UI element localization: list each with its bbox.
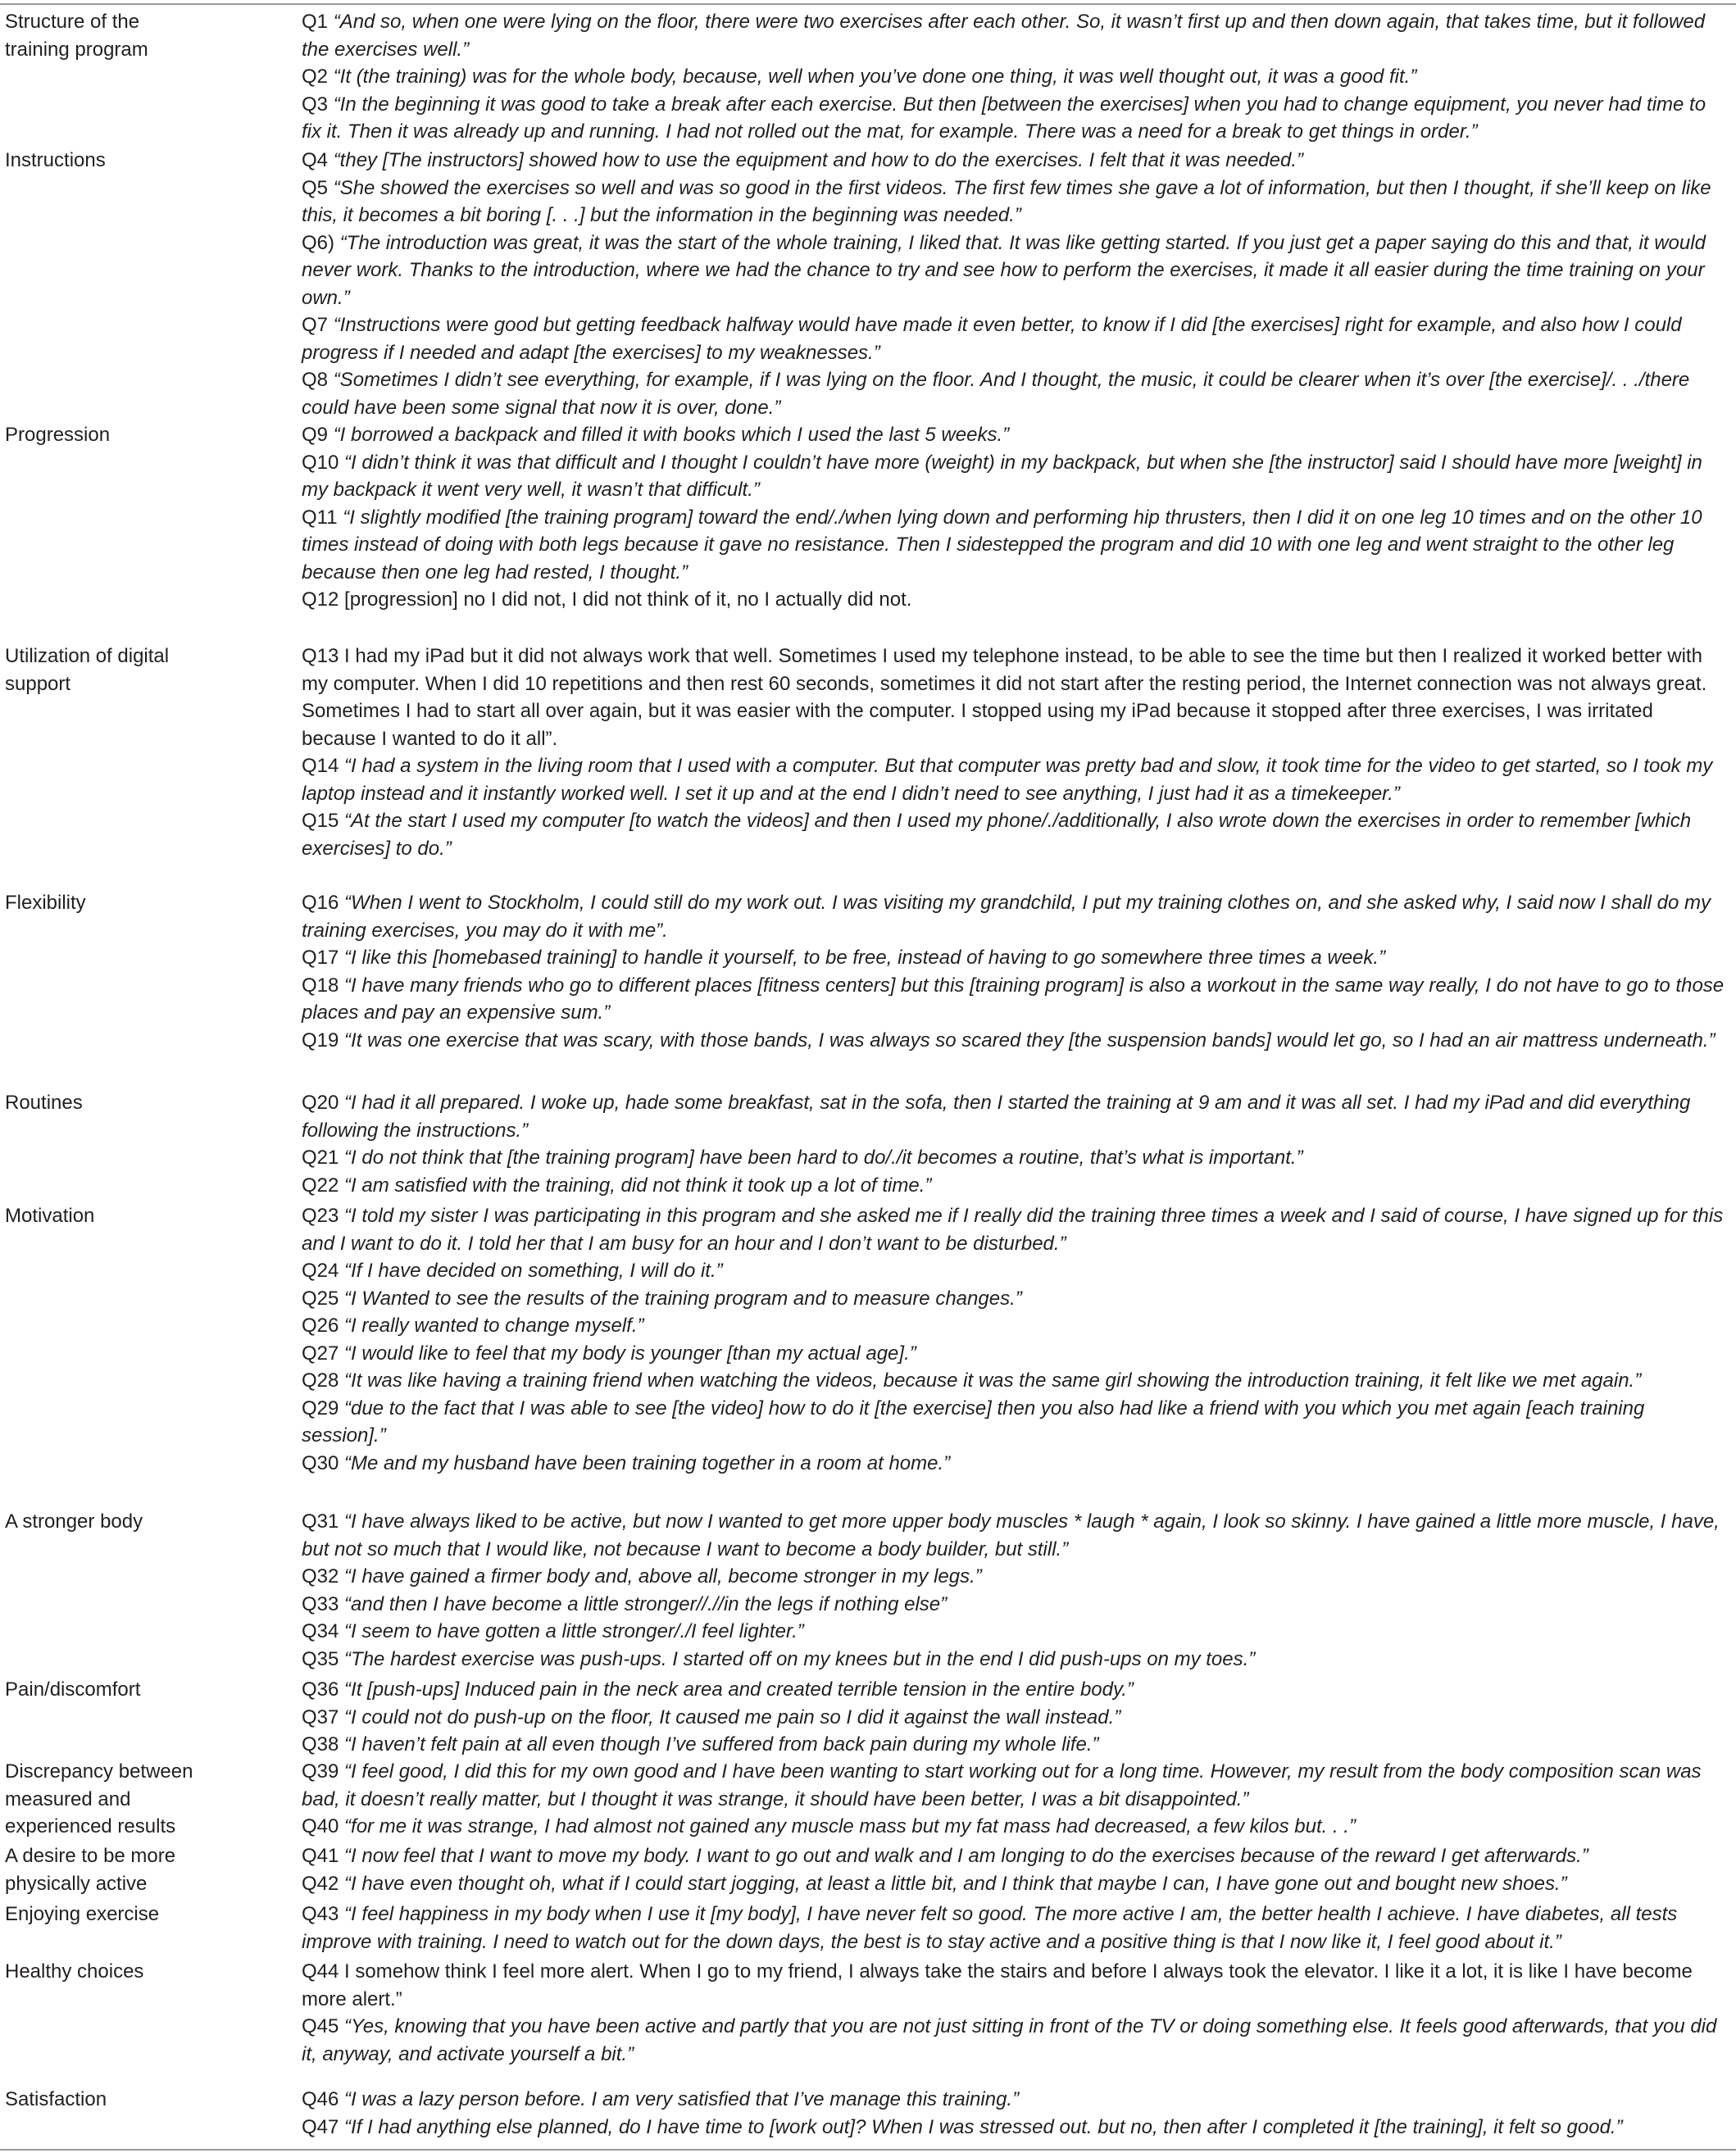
- quote-id: Q32: [302, 1565, 339, 1587]
- quote-id: Q9: [302, 424, 329, 446]
- quote-list: [302, 1958, 1728, 2068]
- quote-text: “I seem to have gotten a little stronger/./I feel lighter.”: [344, 1620, 804, 1642]
- quote-text: “The introduction was great, it was the start of the whole training, I liked that. It was like getting started. If you just get a paper saying do this and that, it would never work. Thanks to the introduction, where we had the chance to try and see how to perform the exercises, it made it all easier during the time training on your own.”: [302, 231, 1706, 309]
- quote-text: “In the beginning it was good to take a break after each exercise. But then [between the exercises] when you had to change equipment, you never had time to fix it. Then it was already up and running. I had not rolled out the mat, for example. There was a need for a break to get things in order.”: [302, 93, 1706, 143]
- quote-list: [302, 1758, 1728, 1841]
- quote-text: “It was like having a training friend when watching the videos, because it was the same girl showing the introduction training, it felt like we met again.”: [344, 1369, 1642, 1392]
- quote-text: “Sometimes I didn’t see everything, for example, if I was lying on the floor. And I thought, the music, it could be clearer when it’s over [the exercise]/. . ./there could have been some signal that now it is over, done.”: [302, 369, 1690, 419]
- quote-id: Q46: [302, 2088, 339, 2110]
- quote: [302, 1172, 1728, 1200]
- quote: [302, 1813, 1728, 1841]
- theme-label: Enjoying exercise: [5, 1903, 160, 1925]
- theme-label: Satisfaction: [5, 2088, 107, 2110]
- theme-label: A stronger body: [5, 1510, 143, 1533]
- quote: [302, 1676, 1728, 1704]
- quote: [302, 752, 1728, 807]
- quote-list: [302, 1842, 1728, 1897]
- quote-text: “Me and my husband have been training together in a room at home.”: [344, 1451, 951, 1474]
- quote-text: “for me it was strange, I had almost not gained any muscle mass but my fat mass had decreased, a few kilos but. . .”: [344, 1815, 1356, 1837]
- quote: [302, 91, 1728, 146]
- quote-text: “It (the training) was for the whole body, because, well when you’ve done one thing, it was well thought out, it was a good fit.”: [333, 66, 1417, 88]
- quote-id: Q13: [302, 645, 339, 667]
- theme-label: A desire to be more physically active: [5, 1845, 176, 1895]
- quote: [302, 2114, 1728, 2142]
- quote: [302, 229, 1728, 312]
- quote: [302, 1704, 1728, 1732]
- quote-text: “I do not think that [the training program] have been hard to do/./it becomes a routine, that’s what is important.”: [344, 1147, 1303, 1169]
- quote-list: [302, 421, 1728, 614]
- quote-id: Q33: [302, 1592, 339, 1615]
- quote-text: “I had it all prepared. I woke up, hade some breakfast, sat in the sofa, then I started the training at 9 am and it was all set. I had my iPad and did everything following the instructions.”: [302, 1092, 1691, 1142]
- theme-label: Progression: [5, 424, 111, 446]
- quote: [302, 8, 1728, 63]
- quote-id: Q15: [302, 810, 339, 832]
- quote: [302, 2086, 1728, 2114]
- quote-id: Q35: [302, 1647, 339, 1670]
- quote: [302, 1089, 1728, 1144]
- quote: [302, 643, 1728, 752]
- theme-label: Instructions: [5, 149, 106, 171]
- quote: [302, 366, 1728, 421]
- quote-id: Q31: [302, 1510, 339, 1533]
- quote-id: Q23: [302, 1205, 339, 1227]
- quote-id: Q10: [302, 451, 339, 474]
- quote: [302, 1340, 1728, 1368]
- quote: [302, 972, 1728, 1027]
- quote: [302, 1395, 1728, 1450]
- quote-id: Q8: [302, 369, 329, 391]
- quote-text: “I have many friends who go to different places [fitness centers] but this [training program] is also a workout in the same way really, I do not have to go to those places and pay an expensive sum.”: [302, 974, 1725, 1024]
- theme-label: Discrepancy between measured and experienced results: [5, 1760, 193, 1837]
- quote-text: “I borrowed a backpack and filled it with books which I used the last 5 weeks.”: [333, 424, 1010, 446]
- quote-text: “I have even thought oh, what if I could start jogging, at least a little bit, and I think that maybe I can, I have gone out and bought new shoes.”: [344, 1872, 1567, 1895]
- quote-list: [302, 1901, 1728, 1955]
- quote: [302, 1285, 1728, 1313]
- quote-id: Q18: [302, 974, 339, 997]
- quote: [302, 1257, 1728, 1285]
- quote: [302, 1508, 1728, 1563]
- quote-id: Q5: [302, 176, 329, 199]
- quote-id: Q42: [302, 1872, 339, 1895]
- quote-id: Q25: [302, 1287, 339, 1310]
- quote-list: [302, 1676, 1728, 1759]
- quote-id: Q17: [302, 947, 339, 969]
- quote-text: [progression] no I did not, I did not think of it, no I actually did not.: [344, 588, 912, 611]
- quote-id: Q22: [302, 1174, 339, 1197]
- quote-text: “I told my sister I was participating in this program and she asked me if I really did the training three times a week and I said of course, I have signed up for this and I want to do it. I told her that I am busy for an hour and I don’t want to be disturbed.”: [302, 1205, 1724, 1255]
- quote: [302, 1958, 1728, 2013]
- quote: [302, 944, 1728, 972]
- quote: [302, 311, 1728, 366]
- quote: [302, 1144, 1728, 1172]
- quote: [302, 449, 1728, 504]
- quote-text: “I now feel that I want to move my body. I want to go out and walk and I am longing to do the exercises because of the reward I get afterwards.”: [344, 1845, 1588, 1867]
- quote-id: Q41: [302, 1845, 339, 1867]
- quote-text: “It [push-ups] Induced pain in the neck area and created terrible tension in the entire body.”: [344, 1678, 1134, 1701]
- quote: [302, 586, 1728, 614]
- quote-id: Q14: [302, 755, 339, 777]
- quote: [302, 1563, 1728, 1591]
- quote-id: Q34: [302, 1620, 339, 1642]
- quote-text: “And so, when one were lying on the floor, there were two exercises after each other. So, it wasn’t first up and then down again, that takes time, but it followed the exercises well.”: [302, 11, 1706, 61]
- quote-text: “I didn’t think it was that difficult and I thought I couldn’t have more (weight) in my backpack, but when she [the instructor] said I should have more [weight] in my backpack it went very well, it wasn’t that difficult.”: [302, 451, 1702, 501]
- quote: [302, 1027, 1728, 1055]
- quote-text: “they [The instructors] showed how to use the equipment and how to do the exercises. I felt that it was needed.”: [333, 149, 1304, 171]
- quote-text: “I really wanted to change myself.”: [344, 1315, 644, 1337]
- quote: [302, 1731, 1728, 1759]
- quote-list: [302, 147, 1728, 421]
- quote-text: “She showed the exercises so well and was so good in the first videos. The first few times she gave a lot of information, but then I thought, if she’ll keep on like this, it becomes a bit boring [. . .] but the information in the beginning was needed.”: [302, 176, 1711, 226]
- quote-id: Q39: [302, 1760, 339, 1783]
- quote-id: Q26: [302, 1315, 339, 1337]
- quote-id: Q11: [302, 506, 338, 529]
- quote-id: Q36: [302, 1678, 339, 1701]
- quote: [302, 1870, 1728, 1898]
- quote-text: “The hardest exercise was push-ups. I started off on my knees but in the end I did push-ups on my toes.”: [344, 1647, 1256, 1670]
- quote: [302, 1758, 1728, 1813]
- quote: [302, 1367, 1728, 1395]
- quote-text: “I am satisfied with the training, did not think it took up a lot of time.”: [344, 1174, 932, 1197]
- quote-id: Q44: [302, 1960, 339, 1983]
- quote-text: “If I had anything else planned, do I have time to [work out]? When I was stressed out. but no, then after I completed it [the training], it felt so good.”: [344, 2115, 1623, 2138]
- quote-text: I somehow think I feel more alert. When I go to my friend, I always take the stairs and before I always took the elevator. I like it a lot, it is like I have become more alert.”: [302, 1960, 1693, 2010]
- quote-id: Q19: [302, 1029, 339, 1052]
- quote-id: Q6): [302, 231, 335, 254]
- theme-label: Routines: [5, 1092, 83, 1114]
- quote: [302, 807, 1728, 862]
- quote-text: “When I went to Stockholm, I could still do my work out. I was visiting my grandchild, I put my training clothes on, and she asked why, I said now I shall do my training exercises, you may do it with me”.: [302, 892, 1711, 942]
- quote-text: “I feel good, I did this for my own good and I have been wanting to start working out for a long time. However, my result from the body composition scan was bad, it doesn’t really matter, but I thought it was strange, it should have been better, I was a bit disappointed.”: [302, 1760, 1702, 1810]
- quote-id: Q12: [302, 588, 339, 611]
- quote: [302, 1842, 1728, 1870]
- quote-text: “I slightly modified [the training program] toward the end/./when lying down and performing hip thrusters, then I did it on one leg 10 times and on the other 10 times instead of doing with both legs because it gave no resistance. Then I sidestepped the program and did 10 with one leg and went straight to the other leg because then one leg had rested, I thought.”: [302, 506, 1702, 584]
- quote-text: “I was a lazy person before. I am very satisfied that I’ve manage this training.”: [344, 2088, 1020, 2110]
- quote: [302, 2013, 1728, 2068]
- bottom-rule: [0, 2149, 1736, 2151]
- quote-text: “I Wanted to see the results of the training program and to measure changes.”: [344, 1287, 1022, 1310]
- quote-text: “I would like to feel that my body is younger [than my actual age].”: [344, 1342, 916, 1365]
- quote: [302, 1618, 1728, 1646]
- quote-text: “I could not do push-up on the floor, It caused me pain so I did it against the wall instead.”: [344, 1706, 1121, 1728]
- quote-text: “I feel happiness in my body when I use it [my body], I have never felt so good. The more active I am, the better health I achieve. I have diabetes, all tests improve with training. I need to watch out for the down days, the best is to stay active and a positive thing is that I now like it, I feel good about it.”: [302, 1903, 1678, 1953]
- quote: [302, 504, 1728, 587]
- quote-id: Q45: [302, 2015, 339, 2037]
- quote: [302, 421, 1728, 449]
- theme-label: Pain/discomfort: [5, 1678, 141, 1701]
- quote: [302, 175, 1728, 229]
- quote-id: Q30: [302, 1451, 339, 1474]
- theme-label: Flexibility: [5, 892, 86, 914]
- theme-label: Motivation: [5, 1205, 95, 1227]
- theme-label: Healthy choices: [5, 1960, 144, 1983]
- quote-id: Q40: [302, 1815, 339, 1837]
- quote-list: [302, 2086, 1728, 2141]
- quote-id: Q43: [302, 1903, 339, 1925]
- quote: [302, 1901, 1728, 1955]
- quote-list: [302, 1202, 1728, 1477]
- theme-label: Utilization of digital support: [5, 645, 170, 695]
- quote-id: Q21: [302, 1147, 339, 1169]
- quote-id: Q24: [302, 1260, 339, 1282]
- top-rule: [0, 3, 1736, 5]
- quote-id: Q38: [302, 1733, 339, 1756]
- quote-list: [302, 1508, 1728, 1673]
- quote-text: “It was one exercise that was scary, with those bands, I was always so scared they [the suspension bands] would let go, so I had an air mattress underneath.”: [344, 1029, 1716, 1052]
- quote: [302, 1202, 1728, 1257]
- quote-id: Q37: [302, 1706, 339, 1728]
- quote-id: Q1: [302, 11, 329, 33]
- quote-id: Q47: [302, 2115, 339, 2138]
- quote-text: “I have gained a firmer body and, above all, become stronger in my legs.”: [344, 1565, 982, 1587]
- quote-list: [302, 643, 1728, 862]
- quote-id: Q4: [302, 149, 329, 171]
- quote-id: Q3: [302, 93, 329, 116]
- quote-text: “I haven’t felt pain at all even though I’ve suffered from back pain during my whole life.”: [344, 1733, 1099, 1756]
- quote: [302, 889, 1728, 944]
- quote-id: Q27: [302, 1342, 339, 1365]
- quote-text: “I have always liked to be active, but now I wanted to get more upper body muscles * laugh * again, I look so skinny. I have gained a little more muscle, I have, but not so much that I would like, not because I want to become a body builder, but still.”: [302, 1510, 1720, 1560]
- quote-text: “If I have decided on something, I will do it.”: [344, 1260, 723, 1282]
- quote-text: “At the start I used my computer [to watch the videos] and then I used my phone/./additionally, I also wrote down the exercises in order to remember [which exercises] to do.”: [302, 810, 1692, 860]
- quote-id: Q29: [302, 1397, 339, 1419]
- quote-text: I had my iPad but it did not always work that well. Sometimes I used my telephone instead, to be able to see the time but then I realized it worked better with my computer. When I did 10 repetitions and then rest 60 seconds, sometimes it did not start after the resting period, the Internet connection was not always great. Sometimes I had to start all over again, but it was easier with the computer. I stopped using my iPad because it stopped after three exercises, I was irritated because I wanted to do it all”.: [302, 645, 1707, 750]
- quote: [302, 1591, 1728, 1619]
- quote: [302, 63, 1728, 91]
- quote: [302, 1312, 1728, 1340]
- quote: [302, 147, 1728, 175]
- quote-text: “I had a system in the living room that I used with a computer. But that computer was pretty bad and slow, it took time for the video to get started, so I took my laptop instead and it instantly worked well. I set it up and at the end I didn’t need to see anything, I just had it as a timekeeper.”: [302, 755, 1713, 805]
- quote-id: Q16: [302, 892, 339, 914]
- quote: [302, 1450, 1728, 1478]
- quote-list: [302, 1089, 1728, 1199]
- quote-text: “due to the fact that I was able to see [the video] how to do it [the exercise] then you also had like a friend with you which you met again [each training session].”: [302, 1397, 1645, 1447]
- quote-id: Q7: [302, 314, 329, 336]
- quote-text: “and then I have become a little stronger//.//in the legs if nothing else”: [344, 1592, 948, 1615]
- quote-text: “Yes, knowing that you have been active and partly that you are not just sitting in front of the TV or doing something else. It feels good afterwards, that you did it, anyway, and activate yourself a bit.”: [302, 2015, 1717, 2065]
- theme-label: Structure of the training program: [5, 11, 148, 61]
- quote: [302, 1646, 1728, 1674]
- quote-id: Q2: [302, 66, 329, 88]
- quote-id: Q28: [302, 1369, 339, 1392]
- quote-id: Q20: [302, 1092, 339, 1114]
- quote-list: [302, 889, 1728, 1054]
- quote-list: [302, 8, 1728, 146]
- quote-text: “I like this [homebased training] to handle it yourself, to be free, instead of having to go somewhere three times a week.”: [344, 947, 1386, 969]
- quote-text: “Instructions were good but getting feedback halfway would have made it even better, to know if I did [the exercises] right for example, and also how I could progress if I needed and adapt [the exercises] to my weaknesses.”: [302, 314, 1682, 364]
